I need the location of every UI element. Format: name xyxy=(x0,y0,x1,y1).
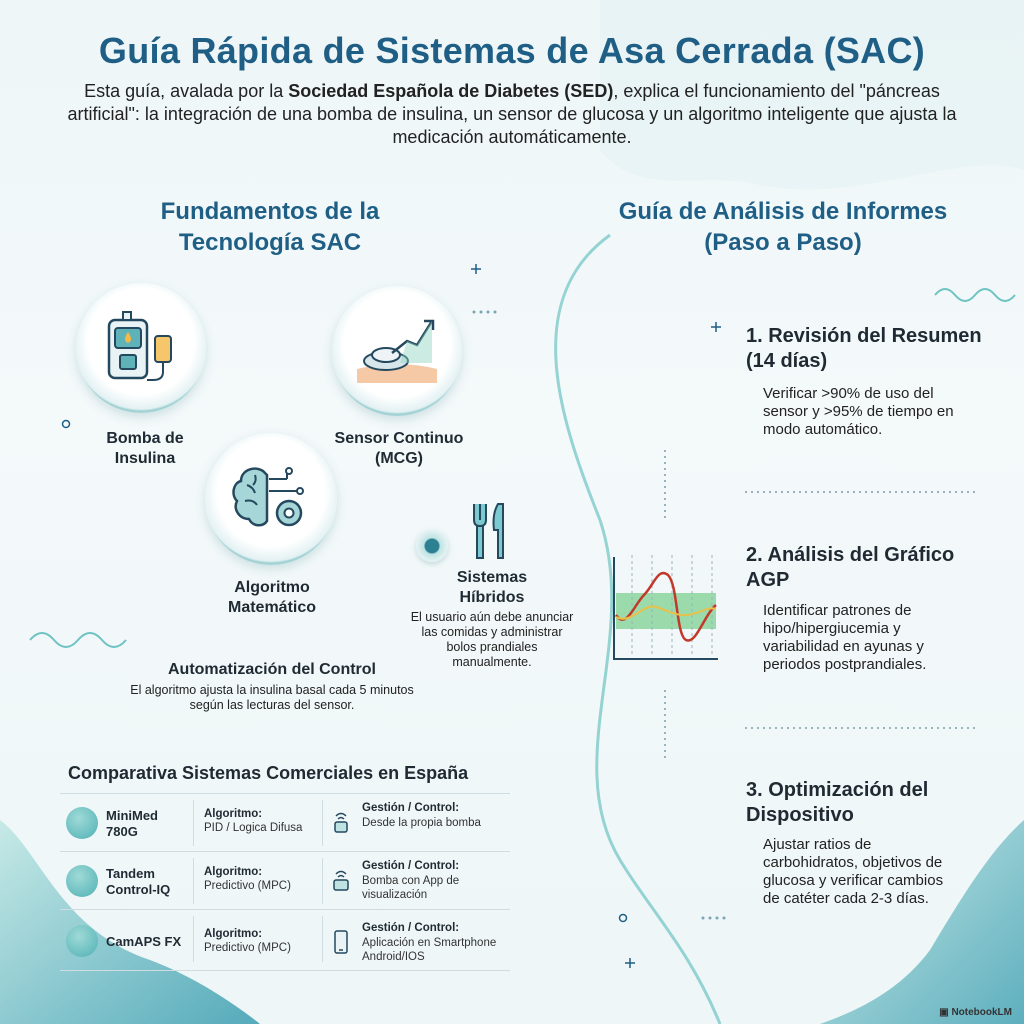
hibridos-text: El usuario aún debe anunciar las comidas y administrar bolos prandiales manualmente. xyxy=(410,610,574,669)
row-bullet-icon xyxy=(66,807,98,839)
step-1-text: Verificar >90% de uso del sensor y >95% de tiempo en modo automático. xyxy=(763,385,954,438)
step-2-text: Identificar patrones de hipo/hipergiucemia y variabilidad en ayunas y periodos postprandiales. xyxy=(763,602,927,673)
insulin-pump-icon xyxy=(101,308,181,388)
auto-text: El algoritmo ajusta la insulina basal cada 5 minutos según las lecturas del sensor. xyxy=(130,683,414,712)
step-2-title: 2. Análisis del Gráfico AGP xyxy=(746,544,955,591)
auto-title: Automatización del Control xyxy=(168,661,376,678)
pump-app-icon xyxy=(332,868,350,892)
page-title: Guía Rápida de Sistemas de Asa Cerrada (SAC) xyxy=(98,30,926,71)
notebooklm-logo-icon: ▣ xyxy=(939,1007,952,1018)
intro-text: Esta guía, avalada por la Sociedad Española de Diabetes (SED), explica el funcionamiento del "páncreas artificial": la integración de una bomba de insulina, un sensor de glucosa y un algoritmo inteligente que ajusta la medicación automáticamente. xyxy=(67,81,957,147)
bomba-label: Bomba de Insulina xyxy=(106,430,184,467)
fundamentos-heading: Fundamentos de la Tecnología SAC xyxy=(160,198,380,256)
algoritmo-circle xyxy=(205,433,337,565)
tabla-title: Comparativa Sistemas Comerciales en España xyxy=(68,763,469,783)
sensor-label: Sensor Continuo (MCG) xyxy=(334,430,464,467)
row-bullet-icon xyxy=(66,865,98,897)
step-1-title: 1. Revisión del Resumen (14 días) xyxy=(746,325,982,372)
row-bullet-icon xyxy=(66,925,98,957)
table-row: Tandem Control-IQ Algoritmo: Predictivo (MPC) Gestión / Control: Bomba con App de visualización xyxy=(60,851,510,909)
pump-control-icon xyxy=(332,810,350,834)
step-3-text: Ajustar ratios de carbohidratos, objetivos de glucosa y verificar cambios de catéter cada 2-3 días. xyxy=(763,836,944,907)
table-row: CamAPS FX Algoritmo: Predictivo (MPC) Gestión / Control: Aplicación en Smartphone Android/IOS xyxy=(60,909,510,971)
glucose-sensor-icon xyxy=(352,311,442,391)
step-3-title: 3. Optimización del Dispositivo xyxy=(746,779,929,826)
sensor-circle xyxy=(332,286,462,416)
hibridos-bullet-icon xyxy=(416,530,448,562)
footer-brand: ▣ NotebookLM xyxy=(939,1007,1012,1018)
table-row: MiniMed 780G Algoritmo: PID / Logica Difusa Gestión / Control: Desde la propia bomba xyxy=(60,793,510,851)
bomba-circle xyxy=(76,283,206,413)
algoritmo-label: Algoritmo Matemático xyxy=(227,579,317,616)
analisis-heading: Guía de Análisis de Informes (Paso a Paso) xyxy=(618,198,948,256)
hibridos-title: Sistemas Híbridos xyxy=(456,569,528,606)
agp-chart-icon xyxy=(612,555,720,663)
brain-gear-icon xyxy=(229,461,313,537)
fork-knife-icon xyxy=(466,500,510,562)
smartphone-icon xyxy=(332,930,350,954)
